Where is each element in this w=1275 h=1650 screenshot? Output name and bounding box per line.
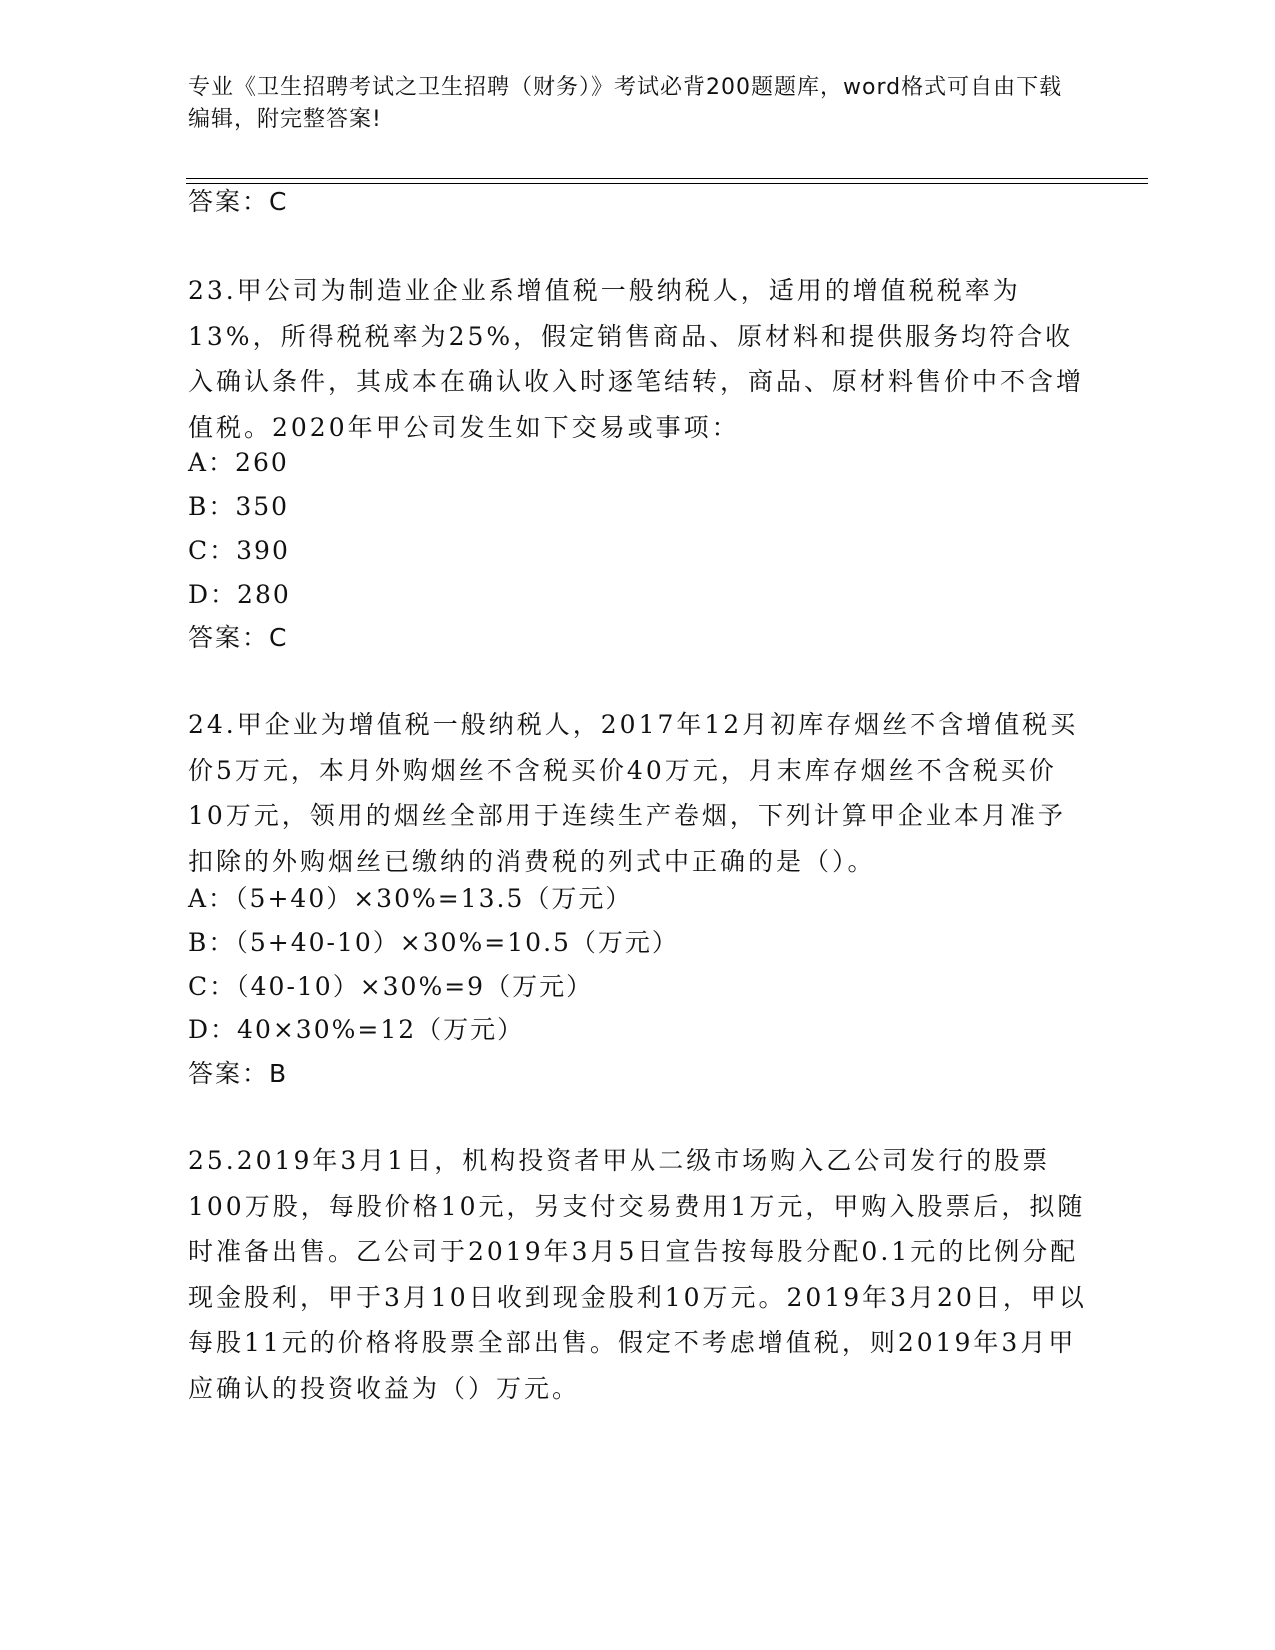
question-23-option-c: C：390 (188, 536, 290, 565)
document-header-title: 专业《卫生招聘考试之卫生招聘（财务）》考试必背200题题库，word格式可自由下载编辑，附完整答案! (188, 75, 1063, 132)
question-25: 25.2019年3月1日，机构投资者甲从二级市场购入乙公司发行的股票100万股，每股价格10元，另支付交易费用1万元，甲购入股票后，拟随时准备出售。乙公司于2019年3月5日宣告按每股分配0.1元的比例分配现金股利，甲于3月10日收到现金股利10万元。2019年3月20日，甲以每股11元的价格将股票全部出售。假定不考虑增值税，则2019年3月甲应确认的投资收益为（）万元。 (188, 1146, 1087, 1403)
question-23-option-d: D：280 (188, 580, 291, 609)
question-24-option-b: B：（5+40-10）×30%=10.5（万元） (188, 928, 679, 957)
answer-24: 答案：B (188, 1059, 289, 1088)
question-23: 23.甲公司为制造业企业系增值税一般纳税人，适用的增值税税率为13%，所得税税率为25%，假定销售商品、原材料和提供服务均符合收入确认条件，其成本在确认收入时逐笔结转，商品、原材料售价中不含增值税。2020年甲公司发生如下交易或事项： (188, 276, 1085, 442)
header-divider-top (186, 178, 1148, 179)
question-24-option-a: A：（5+40）×30%=13.5（万元） (188, 884, 633, 913)
question-24-option-d: D：40×30%=12（万元） (188, 1015, 525, 1044)
question-24-option-c: C：（40-10）×30%=9（万元） (188, 972, 594, 1001)
answer-23: 答案：C (188, 623, 289, 652)
question-23-option-a: A：260 (188, 448, 289, 477)
question-24: 24.甲企业为增值税一般纳税人，2017年12月初库存烟丝不含增值税买价5万元，本月外购烟丝不含税买价40万元，月末库存烟丝不含税买价10万元，领用的烟丝全部用于连续生产卷烟，下列计算甲企业本月准予扣除的外购烟丝已缴纳的消费税的列式中正确的是（）。 (188, 710, 1079, 876)
answer-22: 答案：C (188, 187, 289, 216)
question-23-option-b: B：350 (188, 492, 290, 521)
header-divider-bottom (186, 183, 1148, 184)
